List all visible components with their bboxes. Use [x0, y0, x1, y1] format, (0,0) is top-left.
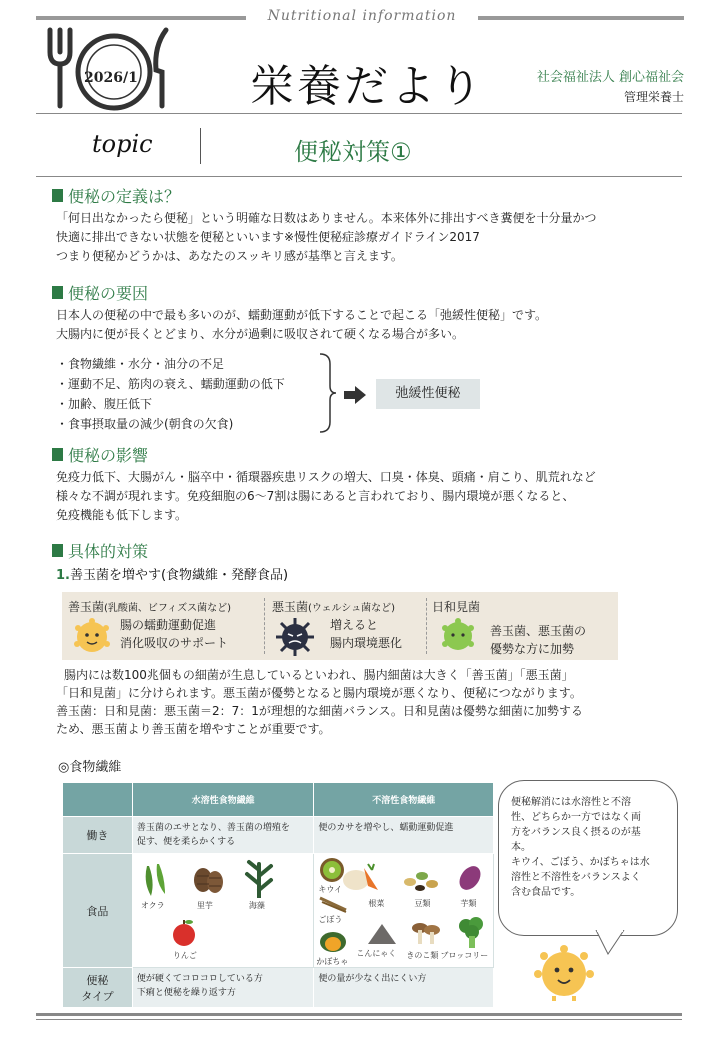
- food-label: きのこ類: [406, 951, 439, 960]
- text-line: 性、どちらか一方ではなく両: [511, 812, 641, 823]
- section-heading-measures: [52, 539, 148, 562]
- food-label: 豆類: [414, 899, 431, 908]
- causes-paragraph: [56, 306, 676, 344]
- footer-rule-thick: [36, 1013, 682, 1016]
- beans-icon: [402, 864, 442, 894]
- panel-divider: [426, 598, 427, 654]
- food-label: ごぼう: [318, 915, 343, 924]
- bacteria-panel: [62, 592, 618, 660]
- food-label: かぼちゃ: [316, 957, 349, 966]
- top-rule-right: [478, 16, 684, 20]
- burdock-icon: [318, 894, 348, 914]
- section-heading-text: 具体的対策: [68, 542, 149, 561]
- text-line: 下痢と便秘を繰り返す方: [136, 988, 236, 998]
- text-line: 便が硬くてコロコロしている方: [136, 974, 263, 984]
- text-line: 「日和見菌」に分けられます。悪玉菌が優勢となると腸内環境が悪くなり、便秘につながります。: [56, 686, 582, 700]
- topic-divider: [36, 176, 682, 177]
- section-heading-text: 便秘の定義は？: [68, 187, 181, 206]
- column-header-insoluble: 不溶性食物繊維: [314, 783, 494, 817]
- food-label: 根菜: [368, 899, 385, 908]
- text-line: 本。: [511, 842, 531, 853]
- apple-icon: [169, 918, 199, 948]
- food-label: 海藻: [248, 901, 265, 910]
- text-line: 優勢な方に加勢: [490, 642, 575, 656]
- text-line: 消化吸収のサポート: [120, 636, 229, 650]
- topic-label: topic: [92, 130, 153, 158]
- text-line: 腸内には数100兆個もの細菌が生息しているといわれ、腸内細菌は大きく「善玉菌」「悪玉菌」: [64, 668, 574, 682]
- result-badge: 弛緩性便秘: [376, 379, 480, 409]
- broccoli-icon: [456, 916, 488, 950]
- food-label: キウイ: [318, 885, 343, 894]
- neutral-bacteria-title: [432, 598, 480, 615]
- sub-heading-text: 善玉菌を増やす(食物繊維・発酵食品): [69, 568, 289, 583]
- food-label: ブロッコリー: [440, 951, 489, 960]
- advice-speech-bubble: [498, 780, 678, 936]
- causes-bullet-list: [56, 354, 285, 434]
- heading-square-icon: [52, 189, 63, 202]
- fiber-heading: ◎食物繊維: [58, 760, 122, 775]
- foods-insoluble-cell: [314, 854, 494, 968]
- table-corner-cell: [63, 783, 133, 817]
- neutral-bacteria-icon: [440, 618, 476, 654]
- text-line: 善玉菌、悪玉菌の: [490, 624, 587, 638]
- bacteria-name: 善玉菌: [68, 600, 105, 614]
- fiber-table: [62, 782, 494, 1008]
- taro-icon: [191, 862, 225, 896]
- pumpkin-icon: [318, 928, 348, 954]
- bad-bacteria-icon: [274, 616, 316, 658]
- table-row: [63, 854, 494, 968]
- panel-divider: [264, 598, 265, 654]
- bracket-icon: [318, 352, 338, 434]
- header-subtitle: Nutritional information: [267, 8, 457, 24]
- list-item: ・加齢、腹圧低下: [56, 397, 153, 411]
- footer-rule-thin: [36, 1019, 682, 1020]
- topic-title: 便秘対策①: [294, 138, 412, 166]
- role-insoluble-cell: 便のカサを増やし、蠕動運動促進: [314, 817, 494, 854]
- topic-separator: [200, 128, 201, 164]
- text-line: 大腸内に便が長くとどまり、水分が過剰に吸収されて硬くなる場合が多い。: [56, 327, 465, 341]
- type-soluble-cell: [132, 968, 314, 1008]
- bacteria-name: 日和見菌: [432, 600, 481, 614]
- food-label: こんにゃく: [356, 949, 397, 958]
- table-row: [63, 968, 494, 1008]
- food-label: 芋類: [460, 899, 477, 908]
- text-line: 促す、便を柔らかくする: [136, 837, 236, 847]
- sweet-potato-icon: [454, 862, 486, 894]
- good-bacteria-description: [120, 616, 228, 652]
- text-line: 「何日出なかったら便秘」という明確な日数はありません。本来体外に排出すべき糞便を十分量かつ: [56, 211, 597, 225]
- food-label: オクラ: [140, 901, 165, 910]
- text-line: 方をバランス良く摂るのが基: [511, 827, 641, 838]
- text-line: 便秘: [86, 973, 109, 987]
- role-soluble-cell: [132, 817, 314, 854]
- text-line: ため、悪玉菌より善玉菌を増やすことが重要です。: [56, 722, 331, 736]
- top-rule-left: [36, 16, 246, 20]
- okra-icon: [141, 862, 173, 898]
- organization-name: 社会福祉法人 創心福祉会: [536, 70, 684, 85]
- section-heading-text: 便秘の影響: [68, 446, 149, 465]
- food-label: りんご: [172, 951, 197, 960]
- text-line: 免疫力低下、大腸がん・脳卒中・循環器疾患リスクの増大、口臭・体臭、頭痛・肩こり、肌荒れなど: [56, 470, 596, 484]
- table-header-row: [63, 783, 494, 817]
- text-line: 善玉菌：日和見菌：悪玉菌＝2：7：1が理想的な細菌バランス。日和見菌は優勢な細菌に加勢する: [56, 704, 583, 718]
- section-heading-text: 便秘の要因: [68, 284, 149, 303]
- row-header-type: [63, 968, 133, 1008]
- bad-bacteria-description: [330, 616, 402, 652]
- good-bacteria-icon: [72, 616, 112, 656]
- text-line: 様々な不調が現れます。免疫細胞の6～7割は腸にあると言われており、腸内環境が悪くなると、: [56, 489, 575, 503]
- definition-paragraph: [56, 209, 676, 266]
- measures-paragraph: [56, 666, 676, 738]
- type-insoluble-cell: 便の量が少なく出にくい方: [314, 968, 494, 1008]
- good-bacteria-title: [68, 598, 231, 615]
- heading-square-icon: [52, 448, 63, 461]
- konjac-icon: [366, 922, 398, 946]
- text-line: つまり便秘かどうかは、あなたのスッキリ感が基準と言えます。: [56, 249, 403, 263]
- text-line: 善玉菌のエサとなり、善玉菌の増殖を: [136, 823, 290, 833]
- text-line: 含む食品です。: [511, 887, 581, 898]
- bacteria-name: 悪玉菌: [272, 600, 309, 614]
- sub-heading-number: 1.: [56, 568, 70, 583]
- fork-plate-knife-icon: [42, 26, 182, 112]
- speech-bubble-tail-icon: [594, 930, 634, 956]
- bacteria-detail: (乳酸菌、ビフィズス菌など): [104, 603, 232, 614]
- bacteria-mascot-icon: [532, 944, 596, 1002]
- text-line: 溶性と不溶性をバランスよく: [511, 872, 641, 883]
- text-line: タイプ: [81, 989, 114, 1003]
- seaweed-icon: [241, 858, 277, 898]
- food-label: 里芋: [196, 901, 213, 910]
- effects-paragraph: [56, 468, 676, 525]
- section-heading-causes: [52, 281, 148, 304]
- issue-date: 2026/1: [84, 70, 138, 86]
- text-line: 便秘解消には水溶性と不溶: [511, 797, 631, 808]
- author-role: 管理栄養士: [623, 90, 684, 104]
- page-title: 栄養だより: [250, 61, 485, 112]
- heading-square-icon: [52, 286, 63, 299]
- neutral-bacteria-description: [490, 622, 586, 658]
- mushroom-icon: [410, 920, 442, 948]
- row-header-role: 働き: [63, 817, 133, 854]
- section-heading-definition: [52, 184, 180, 207]
- list-item: ・食事摂取量の減少(朝食の欠食): [56, 417, 234, 431]
- table-row: [63, 817, 494, 854]
- section-heading-effects: [52, 443, 148, 466]
- text-line: 増えると: [330, 618, 379, 632]
- heading-square-icon: [52, 544, 63, 557]
- text-line: キウイ、ごぼう、かぼちゃは水: [511, 857, 650, 868]
- foods-soluble-cell: [132, 854, 314, 968]
- arrow-right-icon: [344, 386, 366, 404]
- column-header-soluble: 水溶性食物繊維: [132, 783, 314, 817]
- list-item: ・食物繊維・水分・油分の不足: [56, 357, 225, 371]
- row-header-foods: 食品: [63, 854, 133, 968]
- list-item: ・運動不足、筋肉の衰え、蠕動運動の低下: [56, 377, 285, 391]
- text-line: 日本人の便秘の中で最も多いのが、蠕動運動が低下することで起こる「弛緩性便秘」です。: [56, 308, 548, 322]
- text-line: 快適に排出できない状態を便秘といいます※慢性便秘症診療ガイドライン2017: [56, 230, 480, 244]
- text-line: 腸内環境悪化: [330, 636, 403, 650]
- bad-bacteria-title: [272, 598, 395, 615]
- bacteria-detail: (ウェルシュ菌など): [308, 603, 395, 614]
- header-divider: [36, 113, 682, 114]
- text-line: 腸の蠕動運動促進: [120, 618, 217, 632]
- sub-heading: [56, 564, 288, 583]
- text-line: 免疫機能も低下します。: [56, 508, 188, 522]
